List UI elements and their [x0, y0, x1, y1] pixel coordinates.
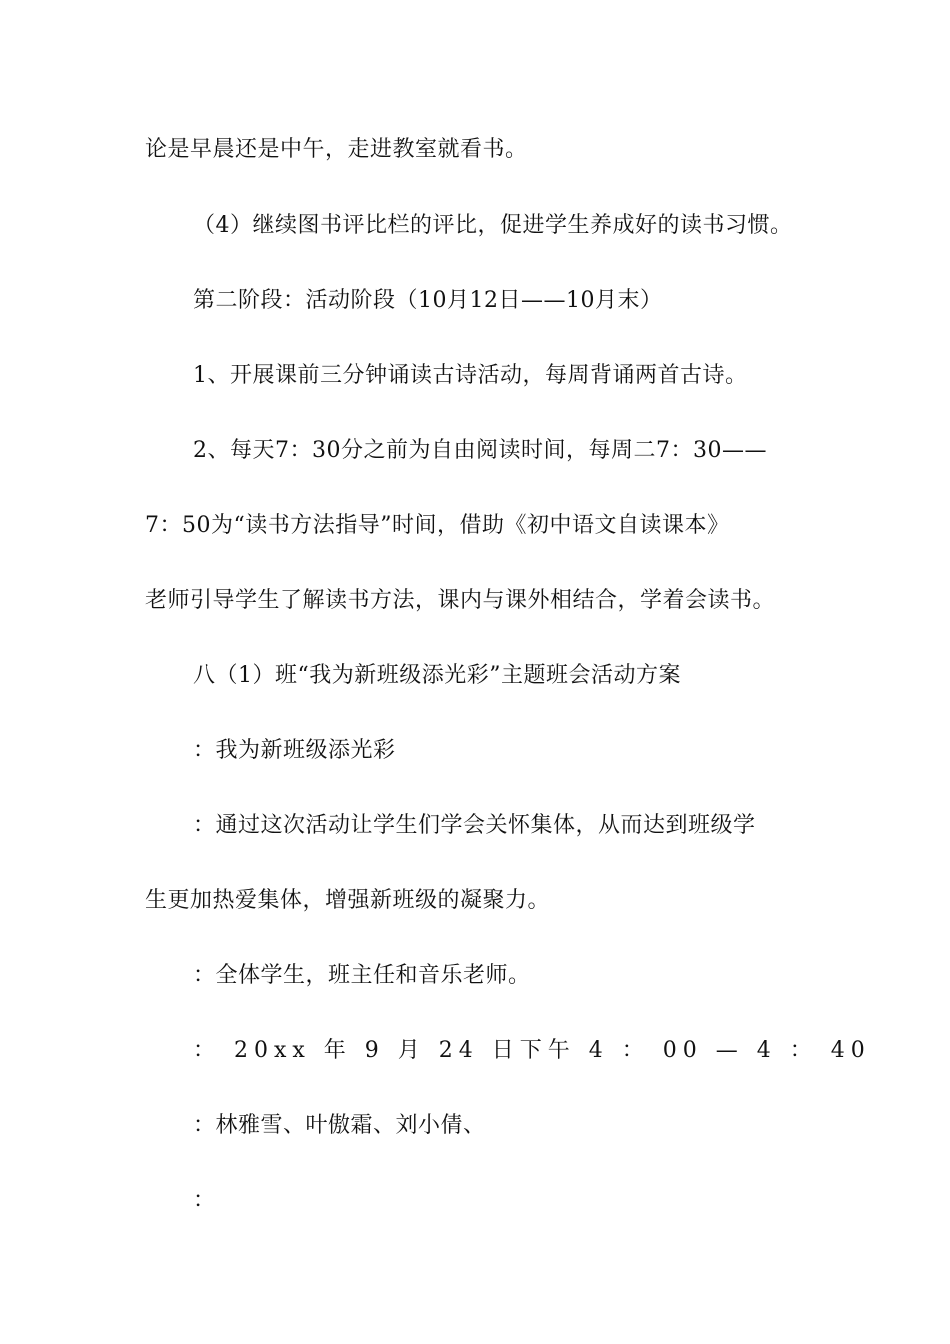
- text-line-7: 老师引导学生了解读书方法，课内与课外相结合，学着会读书。: [145, 588, 776, 613]
- text-line-12: ：全体学生，班主任和音乐老师。: [193, 963, 531, 988]
- text-line-10: ：通过这次活动让学生们学会关怀集体，从而达到班级学: [193, 813, 756, 838]
- text-line-14: ：林雅雪、叶傲霜、刘小倩、: [193, 1113, 486, 1138]
- text-line-1: 论是早晨还是中午，走进教室就看书。: [145, 137, 528, 162]
- text-line-15: ：: [193, 1188, 216, 1213]
- text-line-6: 7：50为“读书方法指导”时间，借助《初中语文自读课本》: [145, 513, 730, 538]
- text-line-3: 第二阶段：活动阶段（10月12日——10月末）: [193, 288, 663, 313]
- text-line-11: 生更加热爱集体，增强新班级的凝聚力。: [145, 888, 551, 913]
- text-line-13: ： 20xx 年 9 月 24 日下午 4 ： 00 — 4 ： 40: [193, 1038, 871, 1063]
- text-line-4: 1、开展课前三分钟诵读古诗活动，每周背诵两首古诗。: [193, 363, 748, 388]
- text-line-5: 2、每天7：30分之前为自由阅读时间，每周二7：30——: [193, 438, 767, 463]
- text-line-9: ：我为新班级添光彩: [193, 738, 396, 763]
- text-line-8: 八（1）班“我为新班级添光彩”主题班会活动方案: [193, 663, 681, 688]
- text-line-2: （4）继续图书评比栏的评比，促进学生养成好的读书习惯。: [193, 213, 793, 238]
